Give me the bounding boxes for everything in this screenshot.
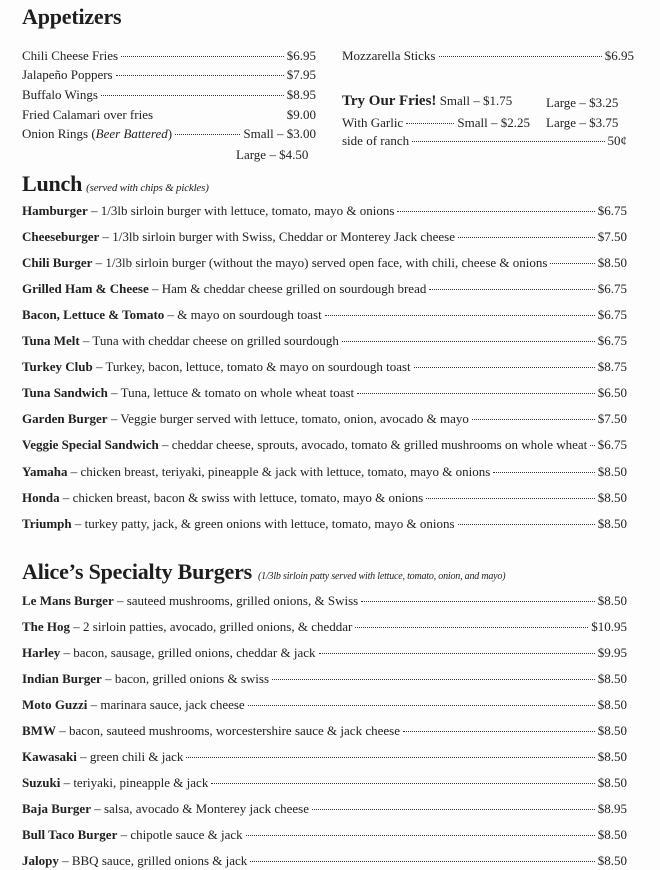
item-price: $8.50 <box>597 697 627 712</box>
fries-line <box>342 93 512 109</box>
item-desc: – 1/3lb sirloin burger (without the mayo) served open face, with chili, cheese & onions <box>92 255 548 271</box>
leader-dots <box>116 74 284 76</box>
menu-item <box>22 464 627 480</box>
item-text <box>22 775 208 791</box>
item-price: $6.75 <box>597 203 627 218</box>
leader-dots <box>246 834 595 836</box>
item-price-large: Large – $4.50 <box>236 147 309 162</box>
item-price: $9.00 <box>286 107 316 122</box>
leader-dots <box>493 471 594 473</box>
item-price: $7.95 <box>286 67 316 82</box>
item-text <box>22 229 455 245</box>
leader-dots <box>319 652 595 654</box>
item-name: Tuna Sandwich <box>22 385 108 401</box>
item-text <box>22 671 269 687</box>
item-text <box>22 593 358 609</box>
item-name: Chili Cheese Fries <box>22 48 119 63</box>
item-desc: – chipotle sauce & jack <box>117 827 243 842</box>
item-price: $8.95 <box>597 801 627 816</box>
menu-item <box>22 593 627 609</box>
leader-dots <box>175 133 240 135</box>
garlic-large: Large – $3.75 <box>546 115 619 130</box>
specialty-subtitle: (1/3lb sirloin patty served with lettuce, tomato, onion, and mayo) <box>258 571 506 582</box>
item-name: Hamburger <box>22 203 88 218</box>
item-price: $6.75 <box>597 307 627 323</box>
item-price: $8.50 <box>597 749 627 764</box>
item-text <box>22 490 423 506</box>
item-name: Onion Rings (Beer Battered) <box>22 126 173 141</box>
menu-item <box>22 437 627 453</box>
item-desc: – teriyaki, pineapple & jack <box>60 775 209 790</box>
leader-dots <box>325 314 595 316</box>
item-price: $8.50 <box>597 255 627 271</box>
menu-item <box>22 723 627 739</box>
item-name: Baja Burger <box>22 801 91 816</box>
menu-item <box>22 827 627 843</box>
item-text <box>22 619 352 635</box>
item-desc: – salsa, avocado & Monterey jack cheese <box>90 801 309 816</box>
appetizer-item <box>22 67 316 83</box>
item-name: Triumph <box>22 515 72 531</box>
garlic-fries-line <box>342 115 530 131</box>
garlic-label: With Garlic <box>342 115 404 130</box>
leader-dots <box>272 678 595 680</box>
item-desc: – green chili & jack <box>76 749 184 764</box>
item-name: Kawasaki <box>22 749 77 764</box>
lunch-subtitle: (served with chips & pickles) <box>86 182 209 194</box>
item-text <box>22 255 547 271</box>
item-name: Cheeseburger <box>22 229 100 245</box>
menu-item <box>22 333 627 349</box>
leader-dots <box>426 497 595 499</box>
item-text <box>22 411 469 427</box>
menu-item <box>22 229 627 245</box>
fries-large: Large – $3.25 <box>546 95 619 110</box>
leader-dots <box>429 288 594 290</box>
menu-item <box>22 411 627 427</box>
item-desc: – 2 sirloin patties, avocado, grilled onions, & cheddar <box>70 619 353 634</box>
item-desc: – Veggie burger served with lettuce, tomato, onion, avocado & mayo <box>107 411 469 427</box>
item-desc: – bacon, sauteed mushrooms, worcestershire sauce & jack cheese <box>55 723 400 738</box>
item-text <box>22 437 587 453</box>
appetizers-title: Appetizers <box>22 4 122 29</box>
item-price: $8.50 <box>597 489 627 505</box>
ranch-line <box>342 133 627 149</box>
item-name: Veggie Special Sandwich <box>22 437 159 453</box>
menu-item <box>22 307 627 323</box>
item-name: Bull Taco Burger <box>22 827 118 842</box>
item-text <box>22 516 455 532</box>
menu-item <box>22 749 627 765</box>
menu-item <box>22 255 627 271</box>
menu-item <box>22 359 627 375</box>
item-name: Fried Calamari over fries <box>22 107 154 122</box>
leader-dots <box>439 55 602 57</box>
item-desc: – 1/3lb sirloin burger with lettuce, tomato, mayo & onions <box>87 203 395 218</box>
item-name: Jalapeño Poppers <box>22 67 113 82</box>
fries-small: Small – $1.75 <box>439 93 513 108</box>
item-price: $8.50 <box>597 853 627 868</box>
menu-item <box>22 697 627 713</box>
item-name: Turkey Club <box>22 359 93 375</box>
item-price: $10.95 <box>591 619 627 634</box>
leader-dots <box>101 94 284 96</box>
menu-item <box>22 619 627 635</box>
item-desc: – sauteed mushrooms, grilled onions, & Swiss <box>113 593 359 608</box>
item-desc: – cheddar cheese, sprouts, avocado, tomato & grilled mushrooms on whole wheat <box>158 437 588 453</box>
garlic-small: Small – $2.25 <box>457 115 530 130</box>
item-name: Garden Burger <box>22 411 108 427</box>
item-name: Buffalo Wings <box>22 87 98 102</box>
item-price: $6.75 <box>597 437 627 453</box>
item-name: Honda <box>22 489 60 505</box>
item-desc: – marinara sauce, jack cheese <box>87 697 245 712</box>
menu-item <box>22 516 627 532</box>
appetizer-item <box>22 107 316 123</box>
menu-item <box>22 281 627 297</box>
item-desc: – 1/3lb sirloin burger with Swiss, Cheddar or Monterey Jack cheese <box>99 229 456 245</box>
menu-item <box>22 801 627 817</box>
item-name: Le Mans Burger <box>22 593 114 608</box>
menu-item <box>22 775 627 791</box>
item-text <box>22 749 183 765</box>
item-desc: – chicken breast, bacon & swiss with lettuce, tomato, mayo & onions <box>59 489 424 505</box>
item-price: $7.50 <box>597 229 627 245</box>
leader-dots <box>121 55 284 57</box>
item-desc: – BBQ sauce, grilled onions & jack <box>58 853 248 868</box>
item-name: Bacon, Lettuce & Tomato <box>22 307 165 323</box>
item-text <box>22 281 426 297</box>
leader-dots <box>355 626 588 628</box>
specialty-title: Alice’s Specialty Burgers (1/3lb sirloin patty served with lettuce, tomato, onion, and mayo) <box>22 559 506 584</box>
item-text <box>22 464 490 480</box>
menu-item <box>22 853 627 869</box>
item-price: $8.50 <box>597 671 627 686</box>
leader-dots <box>248 704 595 706</box>
item-name: Jalopy <box>22 853 59 868</box>
leader-dots <box>186 756 594 758</box>
ranch-price: 50¢ <box>607 133 627 148</box>
leader-dots <box>414 366 595 368</box>
leader-dots <box>458 523 595 525</box>
item-name: Indian Burger <box>22 671 102 686</box>
leader-dots <box>550 262 594 264</box>
item-text <box>22 827 243 843</box>
appetizer-item <box>22 87 316 103</box>
item-price-small: Small – $3.00 <box>243 126 316 141</box>
item-price: $8.50 <box>597 463 627 479</box>
item-text <box>22 203 394 219</box>
item-text <box>22 307 322 323</box>
leader-dots <box>342 340 595 342</box>
item-desc: – bacon, sausage, grilled onions, cheddar & jack <box>60 645 316 660</box>
item-desc: – & mayo on sourdough toast <box>164 307 322 323</box>
item-name: BMW <box>22 723 56 738</box>
item-price: $8.50 <box>597 827 627 842</box>
item-price: $8.50 <box>597 723 627 738</box>
item-price: $8.50 <box>597 593 627 608</box>
leader-dots <box>156 115 284 116</box>
item-text <box>22 333 339 349</box>
item-name: The Hog <box>22 619 71 634</box>
leader-dots <box>357 392 595 394</box>
item-name: Mozzarella Sticks <box>342 48 436 63</box>
item-name: Grilled Ham & Cheese <box>22 281 149 297</box>
leader-dots <box>250 860 594 862</box>
item-desc: – bacon, grilled onions & swiss <box>101 671 270 686</box>
item-price: $8.50 <box>597 775 627 790</box>
item-text <box>22 723 400 739</box>
leader-dots <box>361 600 595 602</box>
item-name: Moto Guzzi <box>22 697 88 712</box>
appetizer-item <box>22 48 316 64</box>
item-price: $8.75 <box>597 359 627 375</box>
leader-dots <box>412 140 604 142</box>
item-price: $6.75 <box>597 281 627 297</box>
leader-dots <box>472 418 595 420</box>
item-desc: – Tuna with cheddar cheese on grilled sourdough <box>79 333 339 349</box>
menu-item <box>22 645 627 661</box>
menu-item <box>22 385 627 401</box>
item-text <box>22 645 316 661</box>
item-desc: – Tuna, lettuce & tomato on whole wheat toast <box>107 385 355 401</box>
leader-dots <box>590 444 594 446</box>
item-name: Chili Burger <box>22 255 93 271</box>
item-text <box>22 697 245 713</box>
item-desc: – turkey patty, jack, & green onions with lettuce, tomato, mayo & onions <box>71 515 455 531</box>
appetizer-item <box>342 48 634 64</box>
item-price: $6.95 <box>286 48 316 63</box>
item-price: $6.95 <box>604 48 634 63</box>
ranch-label: side of ranch <box>342 133 410 148</box>
leader-dots <box>403 730 595 732</box>
item-name: Suzuki <box>22 775 61 790</box>
item-price: $6.50 <box>597 385 627 401</box>
item-text <box>22 801 309 817</box>
item-desc: – Turkey, bacon, lettuce, tomato & mayo on sourdough toast <box>92 359 411 375</box>
lunch-title: Lunch (served with chips & pickles) <box>22 171 209 196</box>
item-price: $9.95 <box>597 645 627 660</box>
leader-dots <box>458 236 595 238</box>
leader-dots <box>312 808 595 810</box>
item-desc: – chicken breast, teriyaki, pineapple & jack with lettuce, tomato, mayo & onions <box>67 463 491 479</box>
item-price: $8.95 <box>286 87 316 102</box>
menu-item <box>22 490 627 506</box>
item-name: Tuna Melt <box>22 333 80 349</box>
leader-dots <box>211 782 594 784</box>
item-price: $6.75 <box>597 333 627 349</box>
leader-dots <box>397 210 594 212</box>
appetizer-item-onion-rings <box>22 126 316 142</box>
menu-item <box>22 203 627 219</box>
item-name: Yamaha <box>22 463 68 479</box>
menu-item <box>22 671 627 687</box>
item-price: $7.50 <box>597 411 627 427</box>
item-price: $8.50 <box>597 515 627 531</box>
item-text <box>22 853 247 869</box>
item-text <box>22 359 411 375</box>
item-text <box>22 385 354 401</box>
fries-heading: Try Our Fries! <box>342 93 437 109</box>
item-desc: – Ham & cheddar cheese grilled on sourdough bread <box>148 281 427 297</box>
item-name: Harley <box>22 645 61 660</box>
leader-dots <box>406 122 454 124</box>
